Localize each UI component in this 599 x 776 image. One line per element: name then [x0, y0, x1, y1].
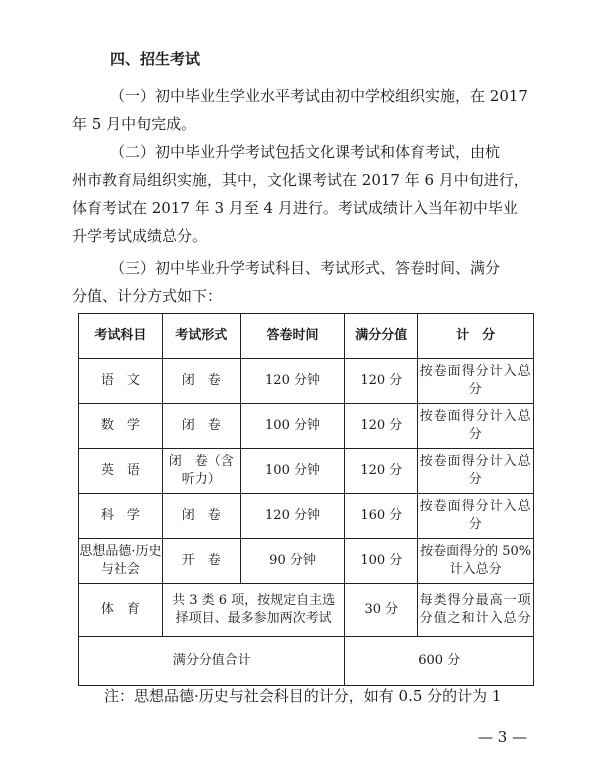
cell-score: 120 分 [345, 404, 418, 449]
section-heading: 四、招生考试 [110, 50, 201, 68]
table-row [79, 539, 534, 584]
cell-subject: 语 文 [79, 359, 163, 404]
paragraph-2-line-2: 州市教育局组织实施，其中，文化课考试在 2017 年 6 月中旬进行， [72, 171, 529, 189]
footnote: 注：思想品德·历史与社会科目的计分，如有 0.5 分的计为 1 [104, 687, 502, 705]
table-row [79, 359, 534, 404]
table-header-row [79, 314, 534, 359]
cell-subject: 体 育 [79, 584, 163, 637]
cell-subject: 英 语 [79, 449, 163, 494]
table-row [79, 494, 534, 539]
cell-score: 160 分 [345, 494, 418, 539]
cell-score: 120 分 [345, 359, 418, 404]
header-method: 计 分 [418, 314, 534, 359]
paragraph-1-line-1: （一）初中毕业生学业水平考试由初中学校组织实施，在 2017 [110, 87, 528, 105]
page-number: — 3 — [478, 728, 528, 746]
cell-subject: 数 学 [79, 404, 163, 449]
table-row [79, 404, 534, 449]
paragraph-2-line-1: （二）初中毕业升学考试包括文化课考试和体育考试，由杭 [110, 143, 501, 161]
cell-method: 按卷面得分计入总分 [418, 404, 534, 449]
cell-form: 闭 卷 [162, 359, 240, 404]
cell-form: 开 卷 [162, 539, 240, 584]
table-row-pe [79, 584, 534, 637]
total-label: 满分分值合计 [79, 637, 345, 686]
cell-method: 按卷面得分计入总分 [418, 449, 534, 494]
paragraph-3-line-2: 分值、计分方式如下： [72, 287, 223, 305]
paragraph-1-line-2: 年 5 月中旬完成。 [72, 115, 197, 133]
paragraph-2-line-4: 升学考试成绩总分。 [72, 227, 208, 245]
cell-time: 120 分钟 [240, 494, 345, 539]
exam-table [78, 313, 534, 686]
table-total-row [79, 637, 534, 686]
cell-method: 按卷面得分的 50%计入总分 [418, 539, 534, 584]
header-score: 满分分值 [345, 314, 418, 359]
total-value: 600 分 [345, 637, 534, 686]
cell-subject: 思想品德·历史与社会 [79, 539, 163, 584]
cell-score: 120 分 [345, 449, 418, 494]
cell-time: 120 分钟 [240, 359, 345, 404]
paragraph-2-line-3: 体育考试在 2017 年 3 月至 4 月进行。考试成绩计入当年初中毕业 [72, 199, 518, 217]
cell-form: 闭 卷 [162, 494, 240, 539]
header-time: 答卷时间 [240, 314, 345, 359]
cell-form: 闭 卷 [162, 404, 240, 449]
cell-method: 按卷面得分计入总分 [418, 494, 534, 539]
cell-score: 30 分 [345, 584, 418, 637]
paragraph-3-line-1: （三）初中毕业升学考试科目、考试形式、答卷时间、满分 [110, 259, 501, 277]
cell-form: 闭 卷（含听力） [162, 449, 240, 494]
cell-time: 100 分钟 [240, 404, 345, 449]
cell-method: 每类得分最高一项分值之和计入总分 [418, 584, 534, 637]
cell-method: 按卷面得分计入总分 [418, 359, 534, 404]
header-form: 考试形式 [162, 314, 240, 359]
cell-subject: 科 学 [79, 494, 163, 539]
cell-pe-arrangement: 共 3 类 6 项，按规定自主选择项目、最多参加两次考试 [162, 584, 345, 637]
table-row [79, 449, 534, 494]
cell-time: 100 分钟 [240, 449, 345, 494]
cell-score: 100 分 [345, 539, 418, 584]
cell-time: 90 分钟 [240, 539, 345, 584]
header-subject: 考试科目 [79, 314, 163, 359]
